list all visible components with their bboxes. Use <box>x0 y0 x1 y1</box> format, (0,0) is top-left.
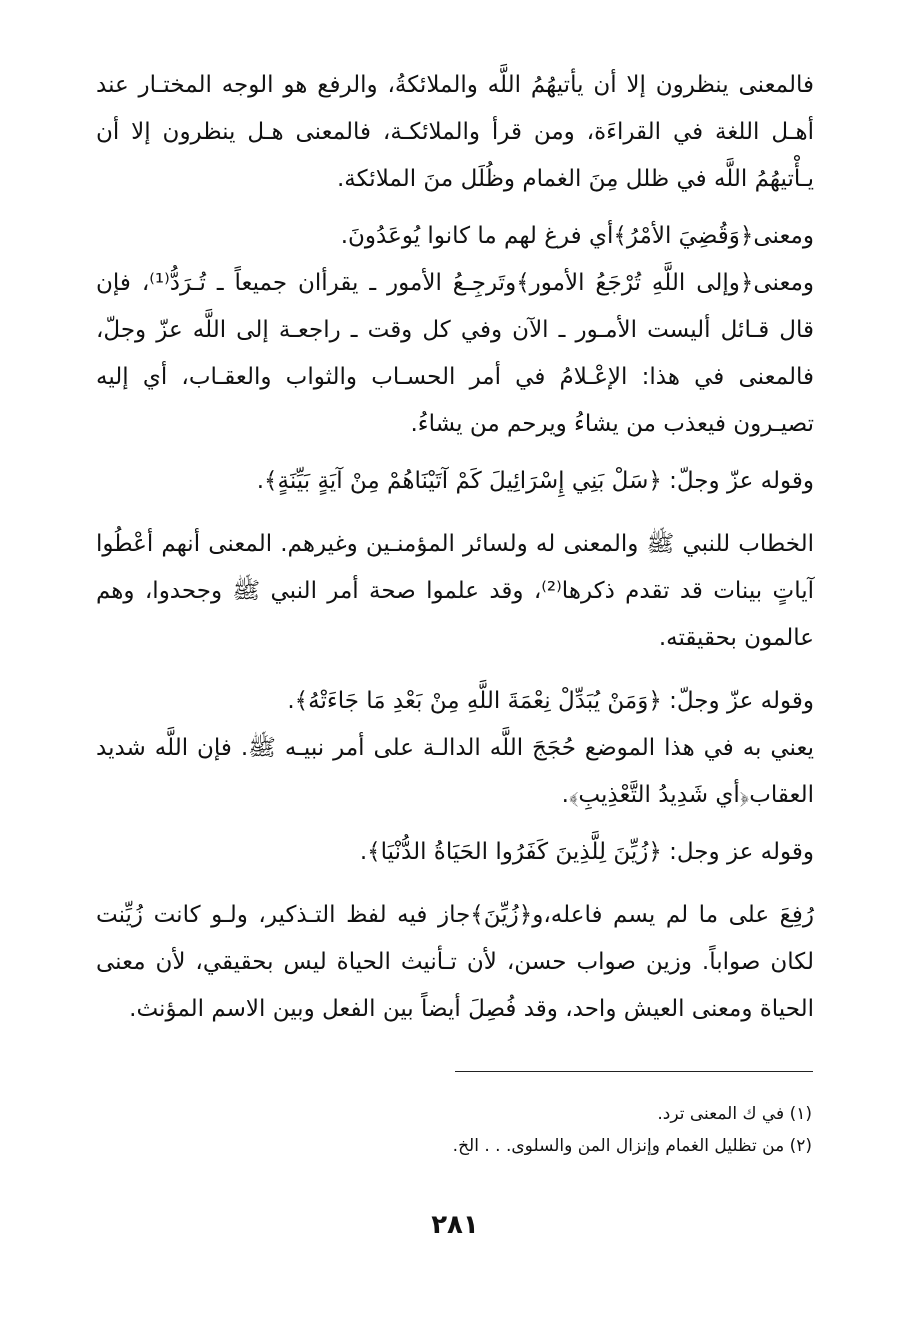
footnote-1: (١) في ك المعنى ترد. <box>657 1104 812 1124</box>
paragraph-4: وقوله عزّ وجلّ: ﴿سَلْ بَنِي إِسْرَائِيلَ كَمْ آتَيْنَاهُمْ مِنْ آيَةٍ بَيِّنَةٍ﴾. <box>256 468 814 494</box>
paragraph-9: رُفِعَ على ما لم يسم فاعله،و﴿زُيِّنَ﴾جاز فيه لفظ التـذكير، ولـو كانت زُيِّنت لكان صواباً. وزين صواب حسن، لأن تـأنيث الحياة ليس بحقيقي، لأن معنى الحياة ومعنى العيش واحد، وقد فُصِلَ أيضاً بين الفعل وبين الاسم المؤنث. <box>96 902 814 1022</box>
paragraph-6: وقوله عزّ وجلّ: ﴿وَمَنْ يُبَدِّلْ نِعْمَةَ اللَّهِ مِنْ بَعْدِ مَا جَاءَتْهُ﴾. <box>287 688 814 714</box>
paragraph-8: وقوله عز وجل: ﴿زُيِّنَ لِلَّذِينَ كَفَرُوا الحَيَاةُ الدُّنْيَا﴾. <box>359 839 814 865</box>
page-number: ٢٨١ <box>431 1210 479 1240</box>
paragraph-5: الخطاب للنبي ﷺ والمعنى له ولسائر المؤمنـين وغيرهم. المعنى أنهم أعْطُوا آياتٍ بينات قد تقدم ذكرها⁽²⁾، وقد علموا صحة أمر النبي ﷺ وجحدوا، وهم عالمون بحقيقته. <box>96 531 814 651</box>
main-text <box>96 62 814 1033</box>
paragraph-1: فالمعنى ينظرون إلا أن يأتيهُمُ اللَّه والملائكةُ، والرفع هو الوجه المختـار عند أهـل اللغة في القراءَة، ومن قرأ والملائكـة، فالمعنى هـل ينظرون إلا أن يـأْتيهُمُ اللَّه في ظلل مِنَ الغمام وظُلَل منَ الملائكة. <box>96 72 814 192</box>
footnote-divider <box>455 1071 813 1072</box>
paragraph-2: ومعنى﴿وَقُضِيَ الأمْرُ﴾أي فرغ لهم ما كانوا يُوعَدُونَ. <box>340 223 814 249</box>
footnotes <box>96 1098 812 1162</box>
footnote-2: (٢) من تظليل الغمام وإنزال المن والسلوى. . . الخ. <box>452 1136 812 1156</box>
paragraph-3: ومعنى﴿وإلى اللَّهِ تُرْجَعُ الأمور﴾وتَرجِـعُ الأمور ـ يقرأان جميعاً ـ تُـرَدُّ⁽¹⁾، فإن قال قـائل أليست الأمـور ـ الآن وفي كل وقت ـ راجعـة إلى اللَّه عزّ وجلّ، فالمعنى في هذا: الإعْـلامُ في أمر الحسـاب والثواب والعقـاب، أي إليه تصيـرون فيعذب من يشاءُ ويرحم من يشاءُ. <box>96 270 815 437</box>
paragraph-7: يعني به في هذا الموضع حُجَجَ اللَّه الدالـة على أمر نبيـه ﷺ. فإن اللَّه شديد العقاب﴿أي شَدِيدُ التَّعْذِيبِ﴾. <box>96 735 814 808</box>
